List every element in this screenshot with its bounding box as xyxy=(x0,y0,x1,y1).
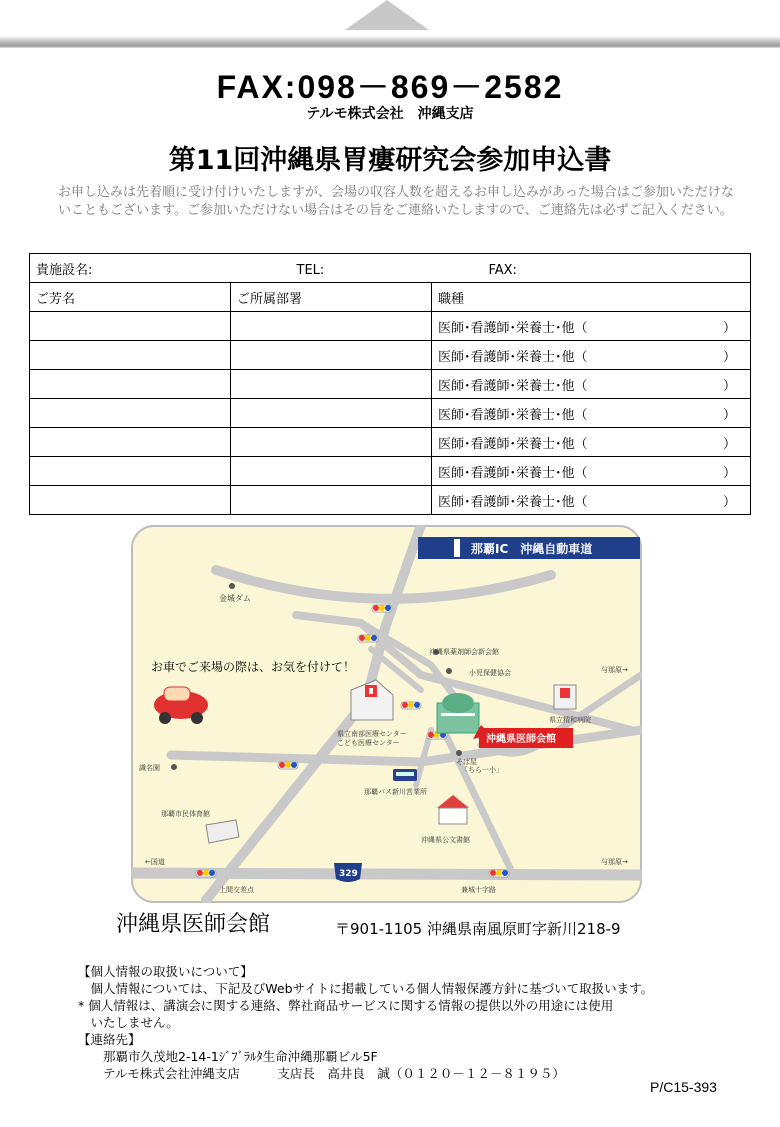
application-form xyxy=(29,253,751,515)
map-label-kaneshiro: 兼城十字路 xyxy=(461,886,496,894)
occupation-options: 医師･看護師･栄養士･他（ xyxy=(438,378,588,394)
hospital-seiwa-icon xyxy=(554,685,576,709)
occupation-cell[interactable] xyxy=(432,399,751,428)
occupation-cell[interactable] xyxy=(432,312,751,341)
top-tab-shape xyxy=(345,0,429,30)
access-map xyxy=(131,525,642,903)
map-label-soba: そば屋 xyxy=(456,758,477,766)
form-row xyxy=(30,312,751,341)
name-cell[interactable] xyxy=(30,341,231,370)
map-label-to-yonabaru-top: 与那原→ xyxy=(601,666,628,674)
map-label-to-naha: ←国道 xyxy=(145,858,165,866)
occupation-close: ） xyxy=(722,378,736,394)
fax-number: FAX:098－869－2582 xyxy=(216,69,564,105)
occupation-close: ） xyxy=(722,320,736,336)
occupation-options: 医師･看護師･栄養士･他（ xyxy=(438,465,588,481)
fax-label: FAX: xyxy=(488,262,517,278)
map-label-seiwa: 県立精和病院 xyxy=(549,716,591,724)
name-cell[interactable] xyxy=(30,399,231,428)
company-name: テルモ株式会社 沖縄支店 xyxy=(306,106,474,122)
map-label-gym: 那覇市民体育館 xyxy=(161,810,210,818)
occupation-close: ） xyxy=(722,436,736,452)
contact-heading: 【連絡先】 xyxy=(78,1032,141,1047)
map-label-child-health: 小児保健協会 xyxy=(469,669,511,677)
privacy-line-2: * 個人情報は、講演会に関する連絡、弊社商品サービスに関する情報の提供以外の用途には使用 xyxy=(78,998,614,1013)
occupation-close: ） xyxy=(722,349,736,365)
form-row xyxy=(30,341,751,370)
dept-cell[interactable] xyxy=(231,312,432,341)
occupation-cell[interactable] xyxy=(432,486,751,515)
col-occupation-header: 職種 xyxy=(432,283,751,312)
occupation-cell[interactable] xyxy=(432,370,751,399)
map-label-kinjo-dam: 金城ダム xyxy=(219,594,251,603)
dept-cell[interactable] xyxy=(231,486,432,515)
dept-cell[interactable] xyxy=(231,457,432,486)
highway-label: 那覇IC 沖縄自動車道 xyxy=(471,542,593,556)
facility-label: 貴施設名: xyxy=(36,262,93,278)
occupation-close: ） xyxy=(722,407,736,423)
dept-cell[interactable] xyxy=(231,341,432,370)
dept-cell[interactable] xyxy=(231,428,432,457)
venue-callout xyxy=(473,725,573,748)
map-label-uema: 上間交差点 xyxy=(219,886,254,894)
occupation-options: 医師･看護師･栄養士･他（ xyxy=(438,494,588,510)
contact-address: 那覇市久茂地2-14-1ｼﾞﾌﾞﾗﾙﾀ生命沖縄那覇ビル5F xyxy=(78,1049,378,1064)
map-label-venue: 沖縄県医師会館 xyxy=(486,734,556,745)
occupation-options: 医師･看護師･栄養士･他（ xyxy=(438,407,588,423)
col-dept-header: ご所属部署 xyxy=(231,283,432,312)
tel-label: TEL: xyxy=(296,262,325,278)
route-number: 329 xyxy=(339,869,358,879)
privacy-line-1: 個人情報については、下記及びWebサイトに掲載している個人情報保護方針に基づいて取扱います。 xyxy=(78,981,654,996)
form-row xyxy=(30,428,751,457)
map-label-nanbu2: こども医療センター xyxy=(337,739,400,747)
map-label-bus: 那覇バス新川営業所 xyxy=(364,788,427,796)
venue-name: 沖縄県医師会館 xyxy=(116,912,271,937)
form-row xyxy=(30,457,751,486)
map-label-nanbu1: 県立南部医療センター xyxy=(337,730,407,738)
occupation-options: 医師･看護師･栄養士･他（ xyxy=(438,436,588,452)
document-code: P/C15-393 xyxy=(650,1079,717,1095)
occupation-close: ） xyxy=(722,494,736,510)
privacy-section xyxy=(78,963,653,1082)
occupation-cell[interactable] xyxy=(432,457,751,486)
map-label-chirai: 「ちら一小」 xyxy=(461,766,503,774)
bus-icon xyxy=(393,769,417,781)
occupation-cell[interactable] xyxy=(432,428,751,457)
map-label-shikinaen: 識名園 xyxy=(139,764,160,772)
form-row xyxy=(30,486,751,515)
dept-cell[interactable] xyxy=(231,370,432,399)
map-label-to-yonabaru-bottom: 与那原→ xyxy=(601,858,628,866)
occupation-cell[interactable] xyxy=(432,341,751,370)
occupation-options: 医師･看護師･栄養士･他（ xyxy=(438,349,588,365)
map-label-pharm: 沖縄県薬剤師会新会館 xyxy=(429,648,499,656)
name-cell[interactable] xyxy=(30,486,231,515)
notice-text: お申し込みは先着順に受け付けいたしますが、会場の収容人数を超えるお申し込みがあった場合はご参加いただけないこともございます。ご参加いただけない場合はその旨をご連絡いたしますので、ご連絡先は必ずご記入ください。 xyxy=(58,185,734,218)
route-shield-icon xyxy=(334,863,362,882)
name-cell[interactable] xyxy=(30,457,231,486)
map-label-archives: 沖縄県公文書館 xyxy=(421,836,470,844)
occupation-close: ） xyxy=(722,465,736,481)
facility-row[interactable] xyxy=(30,254,751,283)
occupation-options: 医師･看護師･栄養士･他（ xyxy=(438,320,588,336)
name-cell[interactable] xyxy=(30,370,231,399)
form-row xyxy=(30,370,751,399)
dept-cell[interactable] xyxy=(231,399,432,428)
privacy-line-3: いたしません。 xyxy=(78,1015,179,1030)
venue-address: 〒901-1105 沖縄県南風原町字新川218-9 xyxy=(335,920,621,938)
form-row xyxy=(30,399,751,428)
privacy-heading: 【個人情報の取扱いについて】 xyxy=(78,964,253,979)
contact-person: テルモ株式会社沖縄支店 支店長 高井良 誠（０１２０－１２－８１９５） xyxy=(78,1066,565,1081)
name-cell[interactable] xyxy=(30,312,231,341)
name-cell[interactable] xyxy=(30,428,231,457)
page-title: 第11回沖縄県胃瘻研究会参加申込書 xyxy=(168,145,612,176)
col-name-header: ご芳名 xyxy=(30,283,231,312)
map-caution: お車でご来場の際は、お気を付けて！ xyxy=(151,660,356,674)
